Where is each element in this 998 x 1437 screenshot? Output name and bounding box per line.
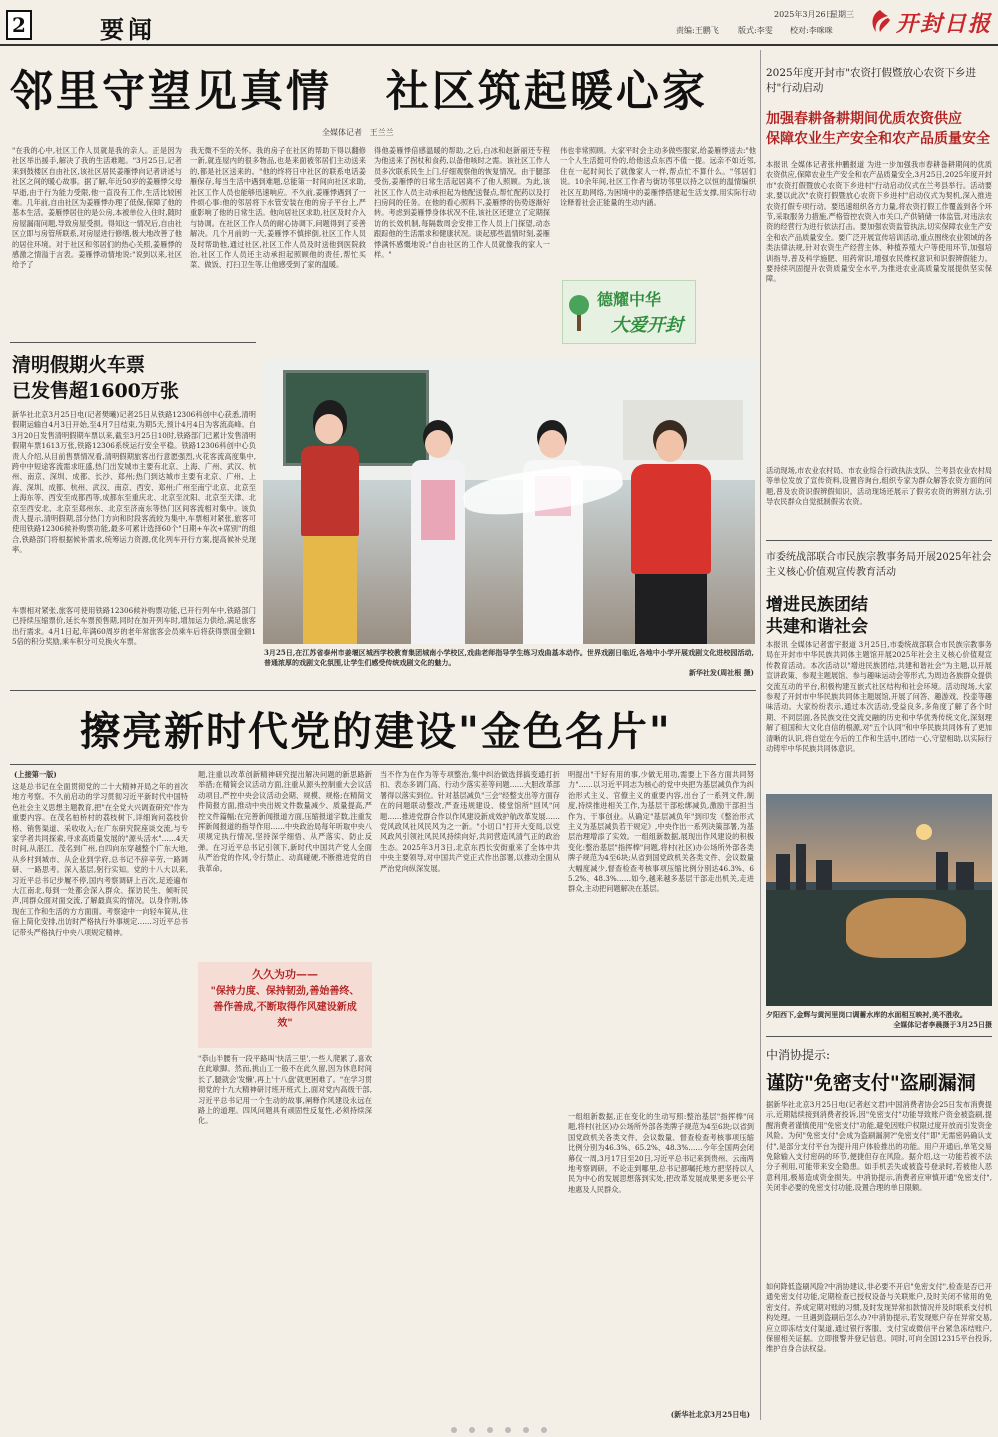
agri-headline-1: 加强春耕备耕期间优质农资供应 [766, 111, 962, 127]
page-dot[interactable] [541, 1427, 547, 1433]
fraud-headline: 谨防"免密支付"盗刷漏洞 [766, 1072, 976, 1094]
paper-logo-icon [868, 8, 892, 34]
quote-body: "保持力度、保持韧劲,善始善终、善作善成,不断取得作风建设新成效" [210, 986, 360, 1029]
quote-box [198, 962, 372, 1048]
agri-headline-2: 保障农业生产安全和农产品质量安全 [766, 131, 990, 147]
lead-col-3: 得他姜雁悸倍感温暖的帮助,之后,白冰和赵新丽还专程为他送来了拐杖和食药,以备他咳时之需。该社区工作人员多次联系民生上门,仔细观察他的恢复情况。由于腿部受伤,姜雁悸的日常生活起居离不了他人照顾。为此,该社区工作人员主动承担起为他配送餐点,帮忙配药以及打扫房间的任务。在他的看心照料下,姜雁悸的伤势逐渐好转。考虑到姜雁悸身体状况不佳,该社区还建立了定期探访的长效机制,每隔数周会安排工作人员上门探望,动态跟踪他的生活需求和健康状况。谈起那些温情时刻,姜雁悸满怀感慨地说:"自由社区的工作人员就像我的家人一样。" [374, 146, 550, 260]
skyline-photo [766, 794, 992, 1006]
figure-student-3 [513, 420, 593, 644]
figure-student-1 [293, 400, 363, 644]
agri-body: 本报讯 全媒体记者张仲鹏报道 为进一步加强我市春耕备耕期间的优质农资供应,保障农业生产安全和农产品质量安全,3月25日,2025年度开封市"农资打假暨放心农资下乡进村"行动启动仪式在兰考县举行。活动要求,要以此次"农资打假暨放心农资下乡进村"启动仪式为契机,深入推进农资打假专项行动。要迅速组织各方力量,将农资打假工作覆盖到各个环节,采取服务力措施,严格管控农资入市关口,产供销储一体监管,对违法农资的经营行为进行依法打击。要加强农资监管执法,切实保障农业生产安全和农产品质量安全。要广泛开展宣传培训活动,重点围绕农业领域的各类法律法规,针对农资生产经营主体、种植养殖大户等使用环节,加强培训指导,普及科学施肥、用药常识,增强农民维权意识和识假辨假能力。要持续巩固提升农资质量安全水平,为推进农业高质量发展提供坚实保障。 [766, 160, 992, 284]
skyline-credit: 全媒体记者李晨摄于3月25日摄 [893, 1020, 992, 1029]
main-col-4: 明提出"干好有用的事,少做无用功,需要上下各方面共同努力"……以习近平同志为核心的党中央把为基层减负作为纠治形式主义、官僚主义的重要内容,出台了一系列文件,制度,持续推进相关工作,为基层干部松绑减负,激励干部担当作为、干事创业。从确定"基层减负年"到印发《整治形式主义为基层减负若干规定》,中央作出一系列决策部署,为基层治理增添了实效。一组组新数据,展现出作风建设的积极变化:整治基层"指挥棒"问题,将村(社区)办公场所外部各类牌子规范为4至6块;从省到国党政机关各类文件、会议数量大幅度减少,督查检查考核事项压缩比例分别达46.3%、65.2%、48.3%……如今,越来越多基层干部走出机关,走进群众,主动把问题解决在基层。 [568, 770, 754, 894]
fraud-kicker: 中消协提示: [766, 1048, 831, 1062]
lead-headline: 邻里守望见真情 社区筑起暖心家 [10, 67, 708, 117]
editors: 责编:王鹏飞 [676, 26, 719, 35]
quote-title: 久久为功—— [252, 968, 318, 981]
page-dot[interactable] [487, 1427, 493, 1433]
paper-name: 开封日报 [896, 11, 993, 37]
figure-student-2 [403, 420, 473, 644]
main-col-2: 题,注重以改革创新精神研究提出解决问题的新思路新举措;在精简会议活动方面,注重从源头控制重大会议活动项目,严控中央会议活动会期、规模、规格;在精简文件简报方面,推动中央出规文件数量减少、质量提高,严控文件篇幅;在完善新闻报道方面,压缩报道字数,注重发挥新闻报道的指导作用……中央政治局每年听取中央八项规定执行情况,坚持深学细悟、从严落实、防止反弹。在习近平总书记引领下,新时代中国共产党人全面从严治党的作风,令行禁止、动真碰硬,不断推进党的自我革命。 [198, 770, 372, 873]
agri-body-2: 活动现场,市农业农村局、市农业综合行政执法支队、兰考县农业农村局等单位发放了宣传资料,设置咨询台,组织专家为群众解答农资方面的问题,普及农资识假辨假知识。活动现场还展示了假劣农资的辨别方法,引导农民群众自觉抵制假劣农资。 [766, 466, 992, 507]
fraud-body-2: 如何降低盗刷风险?中消协建议,非必要不开启"免密支付",检查是否已开通免密支付功能,定期检查已授权设备与关联账户,及时关闭不常用的免密支付。养成定期对账的习惯,及时发现异常扣款情况并及时联系支付机构处理。一旦遇到盗刷后怎么办?中消协提示,若发现账户存在异常交易,应立即冻结支付渠道,通过银行客服、支付宝或微信平台紧急冻结账户,保留相关证据。立即报警并登记信息。同时,可向全国12315平台投诉,维护自身合法权益。 [766, 1282, 992, 1354]
lead-col-2: 我无微不至的关怀。我的房子在社区的帮助下得以翻修一新,就连屋内的很多物品,也是来面被邻居们主动送来的,都是社区送来的。"他的终将日中社区的联系电话姜雁保存,每当生活中遇到难题,总能第一时间向社区求助,社区工作人员也能够迅速响应。不久前,姜雁悸遇到了一件烦心事:他的邻居将下水管安装在他的房子平台上,严重影响了他的日常生活。他向居社区求助,社区及时介入与协调。在社区工作人员的耐心协调下,问题得到了妥善解决。几个月前的一天,姜雁悸不慎摔倒,社区工作人员及时帮助他,通过社区,社区工作人员及时送他到医院救治,社区工作人员还主动承担起照顾他的责任,帮忙买菜、做饭、打扫卫生等,让他感受到了家的温暖。 [190, 146, 366, 270]
ethnic-headline-1: 增进民族团结 [766, 595, 868, 615]
main-headline: 擦亮新时代党的建设"金色名片" [80, 708, 672, 755]
ethnic-kicker: 市委统战部联合市民族宗教事务局开展2025年社会主义核心价值观宣传教育活动 [766, 552, 992, 578]
proofreader: 校对:李咪咪 [790, 26, 833, 35]
page-dots[interactable] [0, 1422, 998, 1434]
train-headline-1: 清明假期火车票 [12, 354, 146, 376]
train-body-2: 车票相对紧张,旅客可使用铁路12306候补购票功能,已开行列车中,铁路部门已持续压缩票价,延长车票预售期,同时在加开列车时,增加运力供给,满足旅客出行需求。4月1日起,年满60周岁的老年常旅客会员乘车后将获得票面金额15倍的积分奖励,乘车积分可兑换火车票。 [12, 606, 256, 647]
fraud-body: 据新华社北京3月25日电(记者赵文君)中国消费者协会25日发布消费提示,近期陆续接到消费者投诉,因"免密支付"功能导致账户资金被盗刷,提醒消费者谨慎使用"免密支付"功能,避免因账户权限过度开放而引发资金风险。为何"免密支付"会成为盗刷漏洞?"免密支付"即"无需密码确认支付",是部分支付平台为提升用户体验推出的功能。用户开通后,单笔交易免除输入支付密码的环节,便捷但存在风险。据介绍,这一功能若被不法分子利用,可能带来安全隐患。如手机丢失或被盗号登录时,若被他人恶意利用,极易造成资金损失。中消协提示,消费者应审慎开通"免密支付",关闭非必要的免密支付功能,设置合理的单日限额。 [766, 1100, 992, 1193]
train-body: 新华社北京3月25日电(记者樊曦)记者25日从铁路12306科创中心获悉,清明假期运输自4月3日开始,至4月7日结束,为期5天,预计4月4日为客流高峰。自3月20日发售清明假期车票以来,截至3月25日10时,铁路部门已累计发售清明假期车票1613万张,铁路12306系统运行安全平稳。铁路12306科创中心负责人介绍,从目前售票情况看,清明假期旅客出行意愿强烈,火花客流高度集中,跨中中短途客流需求旺盛,热门出发城市主要有北京、上海、广州、武汉、杭州、南京、深圳、成都、长沙、郑州;热门到达城市主要有北京、广州、上海、深圳、成都、杭州、武汉、南京、西安、郑州;广州至南宁北京、北京至上海东等、西安至成都西等,成都东至重庆北、北京至沈阳、北京至天津、北京至西安北、北京至郑州东、北京至济南东等热门区间客流相对集中。该负责人提示,清明假期,部分热门方向和时段客流较为集中,车票相对紧张,旅客可使用铁路12306候补购票功能,最多可累计选择60个"日期+车次+席别"的组合,铁路部门将根据候补需求,统筹运力资源,优化列车开行方案,提高候补兑现率。 [12, 410, 256, 555]
page-dot[interactable] [505, 1427, 511, 1433]
lead-col-1: "在我的心中,社区工作人员就是我的亲人。正是因为社区举出援手,解决了我的生活难题。"3月25日,记者来到鼓楼区自由社区,该社区居民姜雁悸向记者讲述与社区之间的暖心故事。据了解,年近50岁的姜雁悸父母早逝,由于行为能力受限,他一直没有工作,生活比较困难。几年前,自由社区为姜雁悸办理了低保,保障了他的基本生活。姜雁悸居住的是公房,本被单位入住时,随时房屋漏雨问题,导致房屋受损。得知这一情况后,自由社区立即与房管所联系,对房屋进行修缮,极大地改善了他的居住环境。对于社区和邻居们的热心关照,姜雁悸的感激之情溢于言表。姜雁悸动情地说:"说到以来,社区给予了 [12, 146, 182, 270]
page-number-box: 2 [6, 10, 32, 40]
lead-byline: 全媒体记者 王兰兰 [322, 128, 394, 137]
issue-weekday: 星期三 [830, 10, 854, 19]
section-title: 要闻 [100, 15, 156, 44]
photo-credit: 新华社发(周社根 摄) [688, 668, 754, 677]
ethnic-body: 本报讯 全媒体记者雷宇报道 3月25日,市委统战部联合市民族宗教事务局在开封市中华民族共同体主题馆开展2025年社会主义核心价值观宣传教育活动。本次活动以"增进民族团结,共建和谐社会"为主题,以开展宣讲政策、参观主题展馆、参与趣味运动会等形式,为周边各族群众提供交流互动的平台,积极构建互嵌式社区结构和社会环境。活动现场,大家参观了开封市中华民族共同体主题展馆,开展了问答、趣游戏、投壶等趣味活动。大家纷纷表示,通过本次活动,受益良多,多角度了解了各个时期、不同层面,各民族交往交流交融的历史和中华优秀传统文化,深刻理解了祖国和大文化自信的根源,对"五个认同"和中华民族共同体有了更加清晰的认识,将自觉在今后的工作和生活中,团结一心,守望相助,以实际行动铸牢中华民族共同体意识。 [766, 640, 992, 754]
photo-caption: 3月25日,在江苏省泰州市姜堰区城西学校教育集团城南小学校区,戏曲老师指导学生练习戏曲基本动作。世界戏剧日临近,各地中小学开展戏剧文化进校园活动,普通浓厚的戏剧文化氛围,让学生们感受传统戏剧文化的魅力。 [264, 648, 754, 667]
main-col-2b: "恭山半腰有一段平路叫'快活三里',一些人爬累了,喜欢在此歇脚。然而,挑山工一般不在此久留,因为休息时间长了,腿就会'发懒',再上'十八盘'就更困难了。"在学习贯彻党的十九大精神研讨班开班式上,面对党内高级干部,习近平总书记用一个生动的故事,阐释作风建设永远在路上的道理。四风问题具有顽固性反复性,必须持续深化。 [198, 1054, 372, 1126]
feature-banner [562, 280, 696, 344]
ethnic-headline-2: 共建和谐社会 [766, 617, 868, 637]
masthead [0, 0, 998, 44]
main-col-4b: 一组组新数据,正在变化的生动写照:整治基层"指挥棒"问题,将村(社区)办公场所外部各类牌子规范为4至6块;以省到国党政机关各类文件、会议数量、督查检查考核事项压缩比例分别为46.3%、65.2%、48.3%……今年全国两会闭幕仅一周,3月17日至20日,习近平总书记来到贵州、云南两地考察调研。不论走到哪里,总书记都嘱托地方把坚持以人民为中心的发展思想落到实处,把改革发展成果更多更公平地惠及人民群众。 [568, 1112, 754, 1194]
page-dot[interactable] [469, 1427, 475, 1433]
banner-subtitle: 大爱开封 [611, 315, 683, 336]
agri-kicker: 2025年度开封市"农资打假暨放心农资下乡进村"行动启动 [766, 67, 977, 94]
banner-tree-icon [569, 295, 589, 331]
figure-teacher [613, 420, 723, 644]
main-col-1: 这是总书记在全面贯彻党的二十大精神开局之年的首次地方考察。不久前启动的学习贯彻习近平新时代中国特色社会主义思想主题教育,把"在全党大兴调查研究"作为重要内容。在茂名柏桥村的荔枝树下,详细询问荔枝价格、销售渠道、采收收入;在广东研究院座谈交流,与专家学者共同探索,寻求高质量发展的"源头活水"……4天时间,从湛江、茂名到广州,自四向东穿越整个广东大地,从乡村到城市、从企业到学府,总书记不辞辛劳,一路调研、一路思考。深入基层,躬行实知。党的十八大以来,习近平总书记步履不停,国内考察调研上百次,足迹遍布大江南北,每到一处都会深入群众、探访民生、倾听民声,同群众面对面交流,了解最真实的情况。以身作则,体现在工作和生活的方方面面。考察途中一向轻车简从,住宿上简化安排,出访时严格执行外事规定……习近平总书记带头严格执行中央八项规定精神。 [12, 782, 188, 937]
banner-title: 德耀中华 [597, 290, 662, 309]
train-headline-2: 已发售超1600万张 [12, 380, 179, 402]
skyline-caption: 夕阳西下,金辉与黄河里岗口调蓄水库的水面相互映衬,美不胜收。 [766, 1010, 967, 1019]
lead-col-4: 伟也非常照顾。大家平时会主动多做些服家,给姜雁悸送去:"他一个人生活挺可怜的,给他送点东西不值一提。远亲不如近邻,住在一起时间长了就像家人一样,帮点忙不算什么。"邻居们说。10余年间,社区工作者与街坊邻里以持之以恒的温情编织社区互助网络,为困境中的姜雁悸搭建起生活支撑,用实际行动诠释着社会正能量的生动内涵。 [560, 146, 756, 208]
issue-date: 2025年3月26日 [774, 10, 834, 19]
layout-editor: 版式:李雯 [738, 26, 773, 35]
main-continued: (上接第一版) [14, 770, 57, 779]
paper-logo [868, 6, 992, 36]
main-col-3: 当不作为在作为等专项整治,集中纠治做选择搞变通打折扣、表态多调门高、行动少落实差等问题……大胆改革部署得以落实到位。针对基层减负"三会"经整支出等方面存在的问题联动整改,严查违规建设、楼堂馆所"回风"问题……推进党群合作以作风建设新成效护航改革发展……党风政风社风民风为之一新。"小切口"打开大变局,以党风政风引领社风民风持续向好,共同营造风清气正的政治生态。2025年3月3日,北京东西长安街重来了全体中共中央主要领导,对中国共产党正式作出部署,以推动全面从严治党向纵深发展。 [380, 770, 560, 873]
main-dateline: (新华社北京3月25日电) [670, 1410, 750, 1419]
page-dot[interactable] [523, 1427, 529, 1433]
page-dot[interactable] [451, 1427, 457, 1433]
opera-photo [263, 360, 755, 644]
